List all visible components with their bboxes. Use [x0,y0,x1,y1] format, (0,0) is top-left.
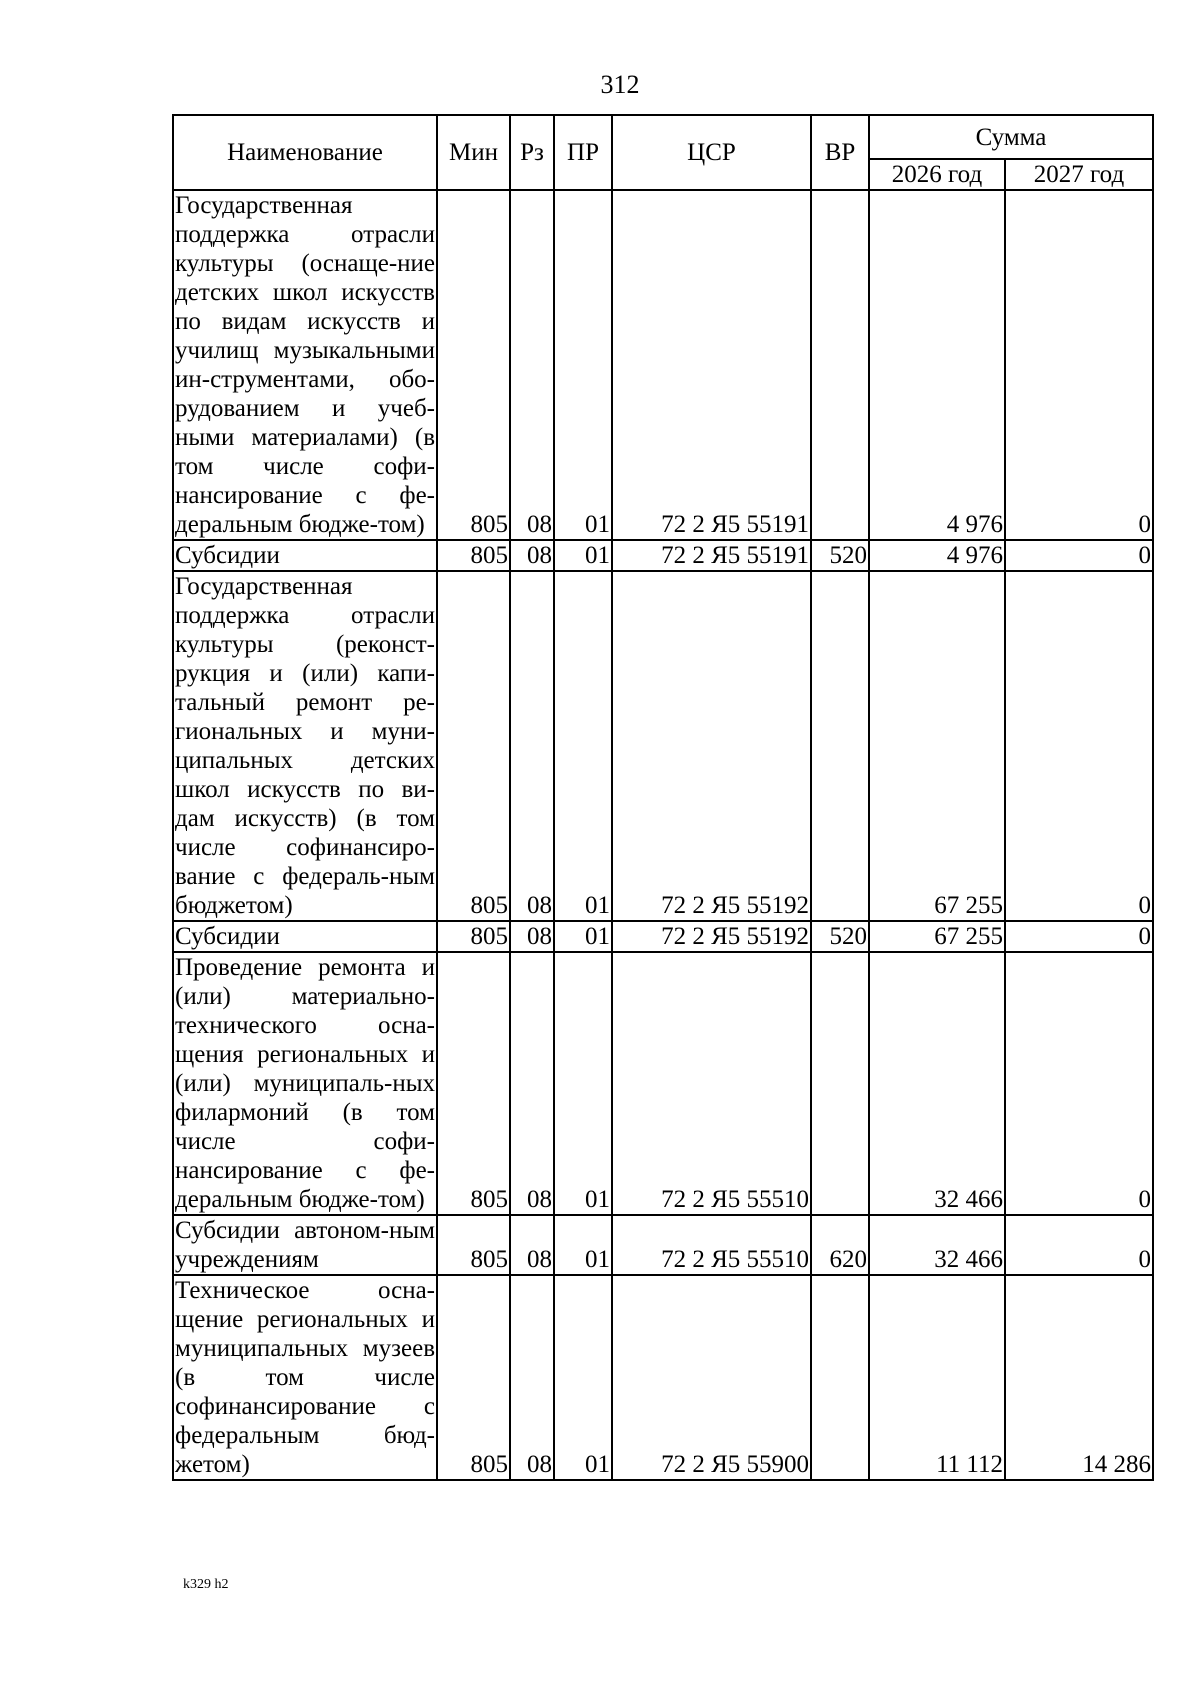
row-vr [811,190,869,540]
row-min: 805 [437,921,510,952]
header-rz: Рз [510,115,554,190]
row-vr: 520 [811,921,869,952]
row-amount-2026: 67 255 [869,921,1005,952]
table-row [173,190,1153,540]
row-min: 805 [437,1215,510,1275]
table-row [173,1215,1153,1275]
header-pr: ПР [554,115,612,190]
row-csr: 72 2 Я5 55192 [612,571,811,921]
row-rz: 08 [510,571,554,921]
row-amount-2027: 0 [1005,190,1153,540]
row-name: Субсидии [173,921,437,952]
row-name: Субсидии автоном-ным учреждениям [175,1217,435,1273]
header-year-2027: 2027 год [1005,159,1153,190]
table-row [173,952,1153,1215]
row-pr: 01 [554,952,612,1215]
row-vr: 520 [811,540,869,571]
row-vr [811,571,869,921]
row-vr: 620 [811,1215,869,1275]
row-rz: 08 [510,952,554,1215]
row-min: 805 [437,571,510,921]
table-row [173,571,1153,921]
row-min: 805 [437,1275,510,1480]
row-pr: 01 [554,921,612,952]
header-csr: ЦСР [612,115,811,190]
row-name: Государственная поддержка отрасли культуры (реконст-рукция и (или) капи-тальный ремонт ре-гиональных и муни-ципальных детских школ искусств по ви-дам искусств) (в том числе софинансиро-вание с федераль-ным бюджетом) [175,573,435,919]
row-pr: 01 [554,571,612,921]
row-amount-2027: 0 [1005,1215,1153,1275]
row-vr [811,1275,869,1480]
row-amount-2026: 67 255 [869,571,1005,921]
row-csr: 72 2 Я5 55510 [612,1215,811,1275]
row-csr: 72 2 Я5 55900 [612,1275,811,1480]
header-name: Наименование [173,115,437,190]
row-pr: 01 [554,1275,612,1480]
row-amount-2027: 0 [1005,952,1153,1215]
row-amount-2027: 0 [1005,540,1153,571]
row-name: Техническое осна-щение региональных и муниципальных музеев (в том числе софинансирование с федеральным бюд-жетом) [175,1277,435,1478]
row-name: Субсидии [173,540,437,571]
row-csr: 72 2 Я5 55510 [612,952,811,1215]
row-rz: 08 [510,1215,554,1275]
row-rz: 08 [510,190,554,540]
row-amount-2027: 0 [1005,571,1153,921]
row-min: 805 [437,952,510,1215]
header-sum: Сумма [869,115,1153,159]
row-rz: 08 [510,921,554,952]
footer-code: k329 h2 [183,1577,229,1592]
header-min: Мин [437,115,510,190]
row-name: Государственная поддержка отрасли культуры (оснаще-ние детских школ искусств по видам искусств и училищ музыкальными ин-струментами, обо-рудованием и учеб-ными материалами) (в том числе софи-нансирование с фе-деральным бюдже-том) [175,192,435,538]
page-number: 312 [600,70,640,99]
header-year-2026: 2026 год [869,159,1005,190]
row-amount-2026: 4 976 [869,190,1005,540]
header-vr: ВР [811,115,869,190]
row-csr: 72 2 Я5 55191 [612,540,811,571]
row-rz: 08 [510,1275,554,1480]
table-row [173,540,1153,571]
row-name: Проведение ремонта и (или) материально-технического осна-щения региональных и (или) муниципаль-ных филармоний (в том числе софи-нансирование с фе-деральным бюдже-том) [175,954,435,1213]
row-pr: 01 [554,190,612,540]
row-amount-2027: 0 [1005,921,1153,952]
row-pr: 01 [554,540,612,571]
row-amount-2026: 4 976 [869,540,1005,571]
row-amount-2026: 11 112 [869,1275,1005,1480]
table-row [173,1275,1153,1480]
table-row [173,921,1153,952]
row-pr: 01 [554,1215,612,1275]
row-csr: 72 2 Я5 55191 [612,190,811,540]
row-vr [811,952,869,1215]
row-min: 805 [437,540,510,571]
row-rz: 08 [510,540,554,571]
row-amount-2027: 14 286 [1005,1275,1153,1480]
budget-table [172,114,1154,1481]
row-csr: 72 2 Я5 55192 [612,921,811,952]
row-amount-2026: 32 466 [869,1215,1005,1275]
row-min: 805 [437,190,510,540]
row-amount-2026: 32 466 [869,952,1005,1215]
